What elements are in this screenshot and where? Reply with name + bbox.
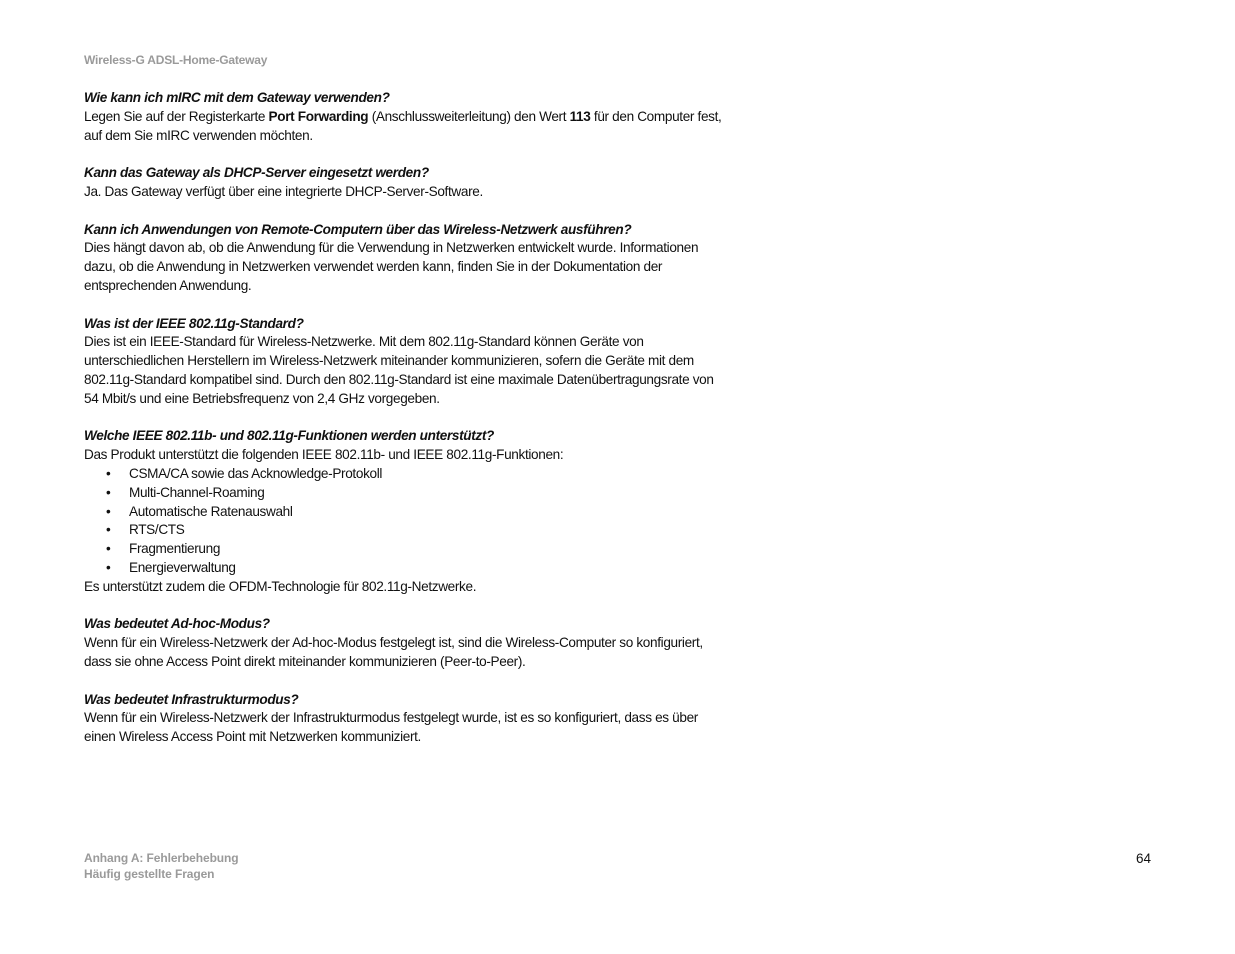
answer-emphasis-port-value: 113 — [569, 108, 591, 124]
faq-answer — [84, 634, 774, 672]
faq-answer — [84, 446, 774, 596]
answer-line: Ja. Das Gateway verfügt über eine integrierte DHCP-Server-Software. — [84, 183, 483, 199]
list-item — [84, 521, 774, 540]
answer-line: 802.11g-Standard kompatibel sind. Durch den 802.11g-Standard ist eine maximale Datenübertragungsrate von — [84, 371, 714, 387]
answer-text: (Anschlussweiterleitung) den Wert — [368, 108, 570, 124]
page-number: 64 — [1136, 851, 1152, 866]
faq-question: Was bedeutet Ad-hoc-Modus? — [84, 616, 270, 632]
answer-text: Legen Sie auf der Registerkarte — [84, 108, 269, 124]
list-item — [84, 503, 774, 522]
list-item — [84, 540, 774, 559]
answer-line: Wenn für ein Wireless-Netzwerk der Ad-hoc-Modus festgelegt ist, sind die Wireless-Computer so konfiguriert, — [84, 635, 703, 651]
answer-intro: Das Produkt unterstützt die folgenden IEEE 802.11b- und IEEE 802.11g-Funktionen: — [84, 447, 564, 463]
answer-emphasis-port-forwarding: Port Forwarding — [268, 108, 369, 124]
faq-answer — [84, 333, 774, 408]
list-item-label: Automatische Ratenauswahl — [129, 503, 293, 519]
answer-line: Dies hängt davon ab, ob die Anwendung für die Verwendung in Netzwerken entwickelt wurde. Informationen — [84, 240, 699, 256]
faq-question: Kann ich Anwendungen von Remote-Computern über das Wireless-Netzwerk ausführen? — [84, 221, 632, 237]
faq-question: Welche IEEE 802.11b- und 802.11g-Funktionen werden unterstützt? — [84, 428, 495, 444]
bullet-icon: • — [106, 541, 111, 557]
list-item-label: RTS/CTS — [129, 522, 185, 538]
faq-answer — [84, 239, 774, 295]
answer-line: einen Wireless Access Point mit Netzwerken kommuniziert. — [84, 729, 421, 745]
list-item-label: Fragmentierung — [129, 541, 221, 557]
faq-question: Kann das Gateway als DHCP-Server eingesetzt werden? — [84, 165, 429, 181]
faq-item-infrastructure — [84, 691, 774, 747]
answer-line: dazu, ob die Anwendung in Netzwerken verwendet werden kann, finden Sie in der Dokumentation der — [84, 259, 663, 275]
bullet-icon: • — [106, 503, 111, 519]
faq-item-remote-apps — [84, 221, 774, 296]
bullet-icon: • — [106, 559, 111, 575]
running-footer — [84, 850, 239, 882]
feature-list — [84, 465, 774, 578]
faq-item-80211g — [84, 315, 774, 409]
faq-question: Was bedeutet Infrastrukturmodus? — [84, 691, 299, 707]
bullet-icon: • — [106, 484, 111, 500]
bullet-icon: • — [106, 522, 111, 538]
answer-line: Dies ist ein IEEE-Standard für Wireless-Netzwerke. Mit dem 802.11g-Standard können Geräte von — [84, 334, 644, 350]
answer-line: 54 Mbit/s und eine Betriebsfrequenz von 2,4 GHz vorgegeben. — [84, 390, 440, 406]
answer-line: unterschiedlichen Herstellern im Wireless-Netzwerk miteinander kommunizieren, sofern die Geräte mit dem — [84, 353, 694, 369]
running-header: Wireless-G ADSL-Home-Gateway — [84, 53, 268, 67]
answer-line: Wenn für ein Wireless-Netzwerk der Infrastrukturmodus festgelegt wurde, ist es so konfiguriert, dass es über — [84, 710, 698, 726]
faq-question: Was ist der IEEE 802.11g-Standard? — [84, 315, 304, 331]
faq-question: Wie kann ich mIRC mit dem Gateway verwenden? — [84, 90, 390, 105]
footer-section: Häufig gestellte Fragen — [84, 867, 215, 881]
faq-item-mirc — [84, 89, 774, 145]
list-item — [84, 559, 774, 578]
faq-item-adhoc — [84, 615, 774, 671]
faq-item-functions — [84, 427, 774, 596]
list-item-label: Energieverwaltung — [129, 559, 236, 575]
answer-line: dass sie ohne Access Point direkt miteinander kommunizieren (Peer-to-Peer). — [84, 653, 526, 669]
list-item-label: CSMA/CA sowie das Acknowledge-Protokoll — [129, 465, 383, 481]
faq-content — [84, 89, 774, 766]
answer-text: für den Computer fest, — [590, 108, 722, 124]
answer-outro: Es unterstützt zudem die OFDM-Technologie für 802.11g-Netzwerke. — [84, 578, 477, 594]
faq-item-dhcp — [84, 164, 774, 202]
list-item — [84, 465, 774, 484]
answer-text: auf dem Sie mIRC verwenden möchten. — [84, 127, 313, 143]
faq-answer — [84, 108, 774, 146]
answer-line: entsprechenden Anwendung. — [84, 277, 252, 293]
list-item-label: Multi-Channel-Roaming — [129, 484, 265, 500]
faq-answer — [84, 183, 774, 202]
faq-answer — [84, 709, 774, 747]
footer-chapter: Anhang A: Fehlerbehebung — [84, 851, 239, 865]
bullet-icon: • — [106, 465, 111, 481]
list-item — [84, 484, 774, 503]
